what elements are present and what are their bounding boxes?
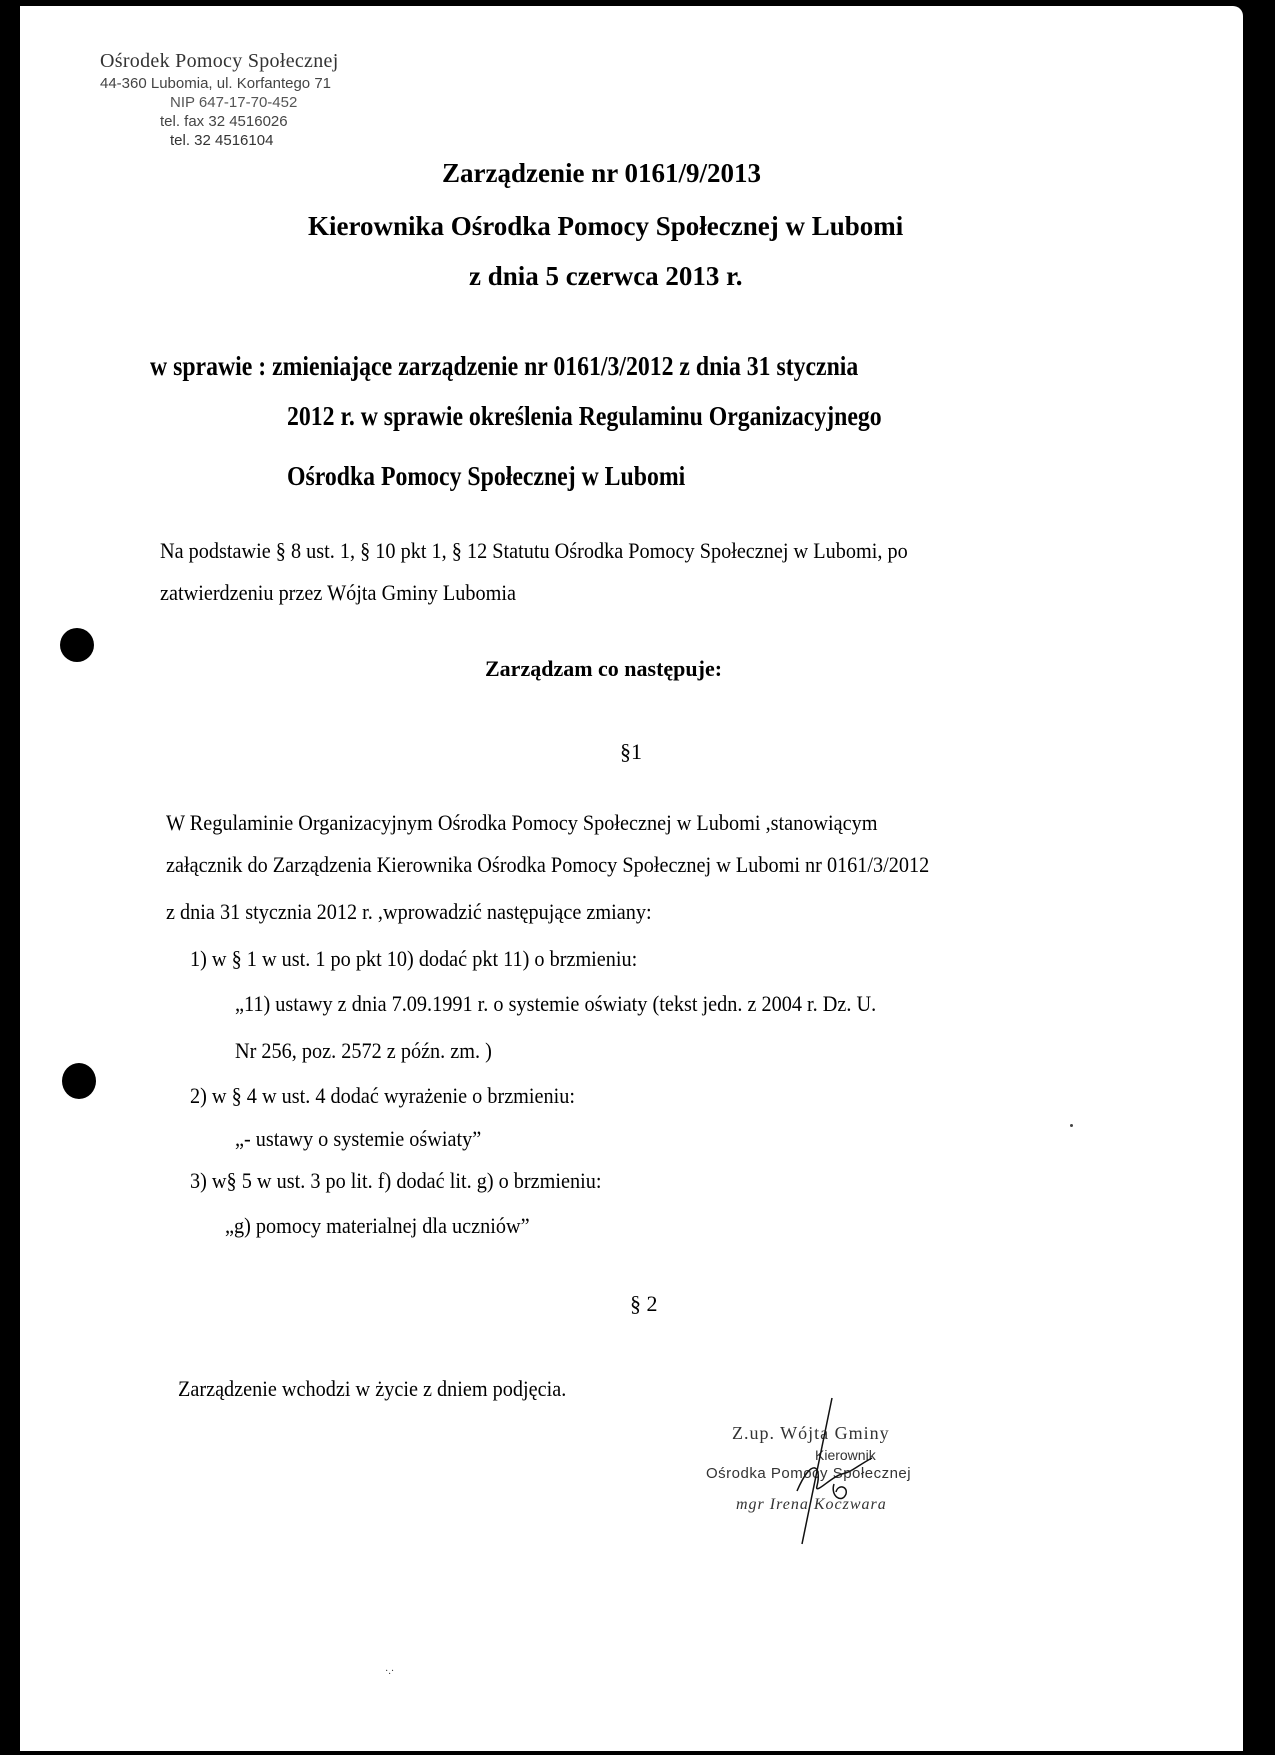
preamble-line-2: zatwierdzeniu przez Wójta Gminy Lubomia [160,580,516,605]
section-1-intro-line: załącznik do Zarządzenia Kierownika Ośrodka Pomocy Społecznej w Lubomi nr 0161/3/2012 [166,852,930,877]
section-1-intro-line: W Regulaminie Organizacyjnym Ośrodka Pomocy Społecznej w Lubomi ,stanowiącym [166,810,878,835]
section-2-label: § 2 [630,1291,658,1316]
stamp-nip: NIP 647-17-70-452 [170,94,298,111]
document-subtitle: Kierownika Ośrodka Pomocy Społecznej w Lubomi [308,211,904,241]
signature-on-behalf: Z.up. Wójta Gminy [732,1423,890,1443]
section-1-label: §1 [620,739,642,764]
stamp-address: 44-360 Lubomia, ul. Korfantego 71 [100,75,331,92]
amendment-item-1: 1) w § 1 w ust. 1 po pkt 10) dodać pkt 11) o brzmieniu: [190,946,638,971]
punch-hole-top [60,628,94,662]
subject-line-1: w sprawie : zmieniające zarządzenie nr 0161/3/2012 z dnia 31 stycznia [150,351,859,381]
amendment-item-1-text: Nr 256, poz. 2572 z późn. zm. ) [235,1038,492,1063]
subject-line-2: 2012 r. w sprawie określenia Regulaminu Organizacyjnego [287,401,882,431]
amendment-item-3-text: „g) pomocy materialnej dla uczniów” [225,1213,530,1238]
amendment-item-1-text: „11) ustawy z dnia 7.09.1991 r. o systemie oświaty (tekst jedn. z 2004 r. Dz. U. [235,991,877,1016]
signature-role: Kierownik [815,1447,876,1463]
section-1-intro-line: z dnia 31 stycznia 2012 r. ,wprowadzić następujące zmiany: [166,899,652,924]
document-date: z dnia 5 czerwca 2013 r. [469,261,743,291]
amendment-item-2-text: „- ustawy o systemie oświaty” [235,1126,482,1151]
stamp-fax: tel. fax 32 4516026 [160,113,288,130]
document-page [20,6,1243,1751]
amendment-item-3: 3) w§ 5 w ust. 3 po lit. f) dodać lit. g) o brzmieniu: [190,1168,602,1193]
stamp-tel: tel. 32 4516104 [170,132,274,149]
stamp-name: Ośrodek Pomocy Społecznej [100,50,339,72]
scan-speck: ·.· [385,1666,395,1677]
amendment-item-2: 2) w § 4 w ust. 4 dodać wyrażenie o brzmieniu: [190,1083,576,1108]
document-title: Zarządzenie nr 0161/9/2013 [442,158,761,188]
section-2-text: Zarządzenie wchodzi w życie z dniem podjęcia. [178,1376,567,1401]
order-heading: Zarządzam co następuje: [485,656,723,681]
signature-name: mgr Irena Koczwara [736,1496,887,1513]
handwritten-signature-icon [772,1396,892,1546]
signature-institution: Ośrodka Pomocy Społecznej [706,1465,912,1482]
scan-speck [1070,1124,1073,1127]
punch-hole-bottom [62,1063,96,1099]
subject-line-3: Ośrodka Pomocy Społecznej w Lubomi [287,461,686,491]
preamble-line-1: Na podstawie § 8 ust. 1, § 10 pkt 1, § 12 Statutu Ośrodka Pomocy Społecznej w Lubomi, po [160,538,908,563]
